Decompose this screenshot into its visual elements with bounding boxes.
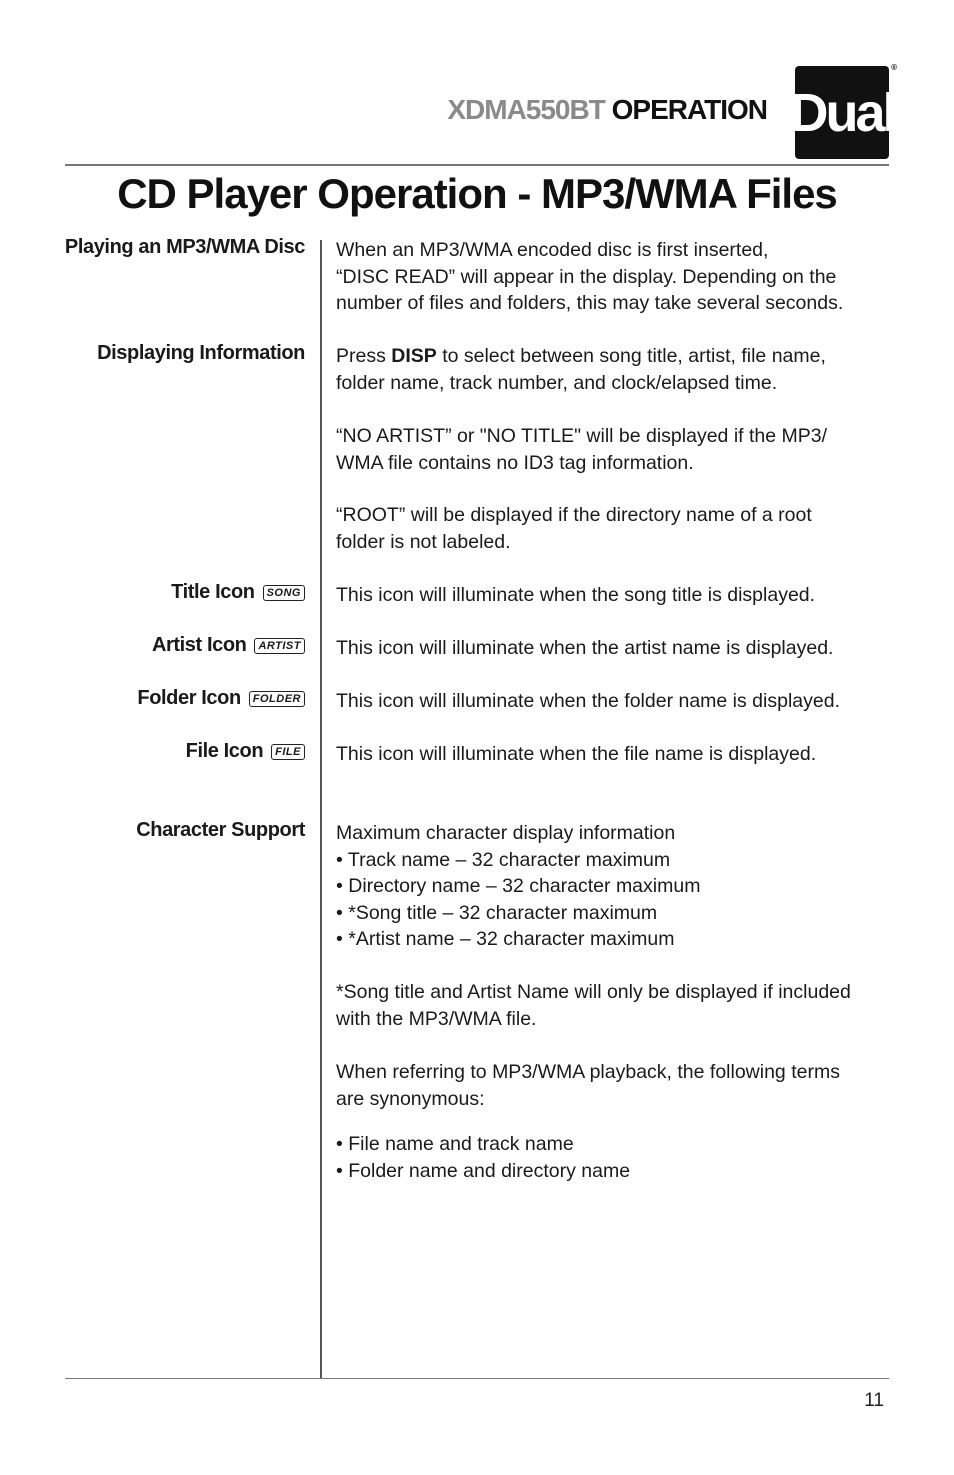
folder-icon-text: This icon will illuminate when the folder name is displayed. [336,690,840,712]
label-file-icon [186,740,305,763]
synonyms-line: When referring to MP3/WMA playback, the following terms [336,1061,840,1083]
top-divider [65,164,889,166]
character-line: • *Artist name – 32 character maximum [336,928,675,950]
character-line: • *Song title – 32 character maximum [336,901,658,924]
displaying-line: folder name, track number, and clock/elapsed time. [336,371,778,394]
character-line: • Track name – 32 character maximum [336,848,671,871]
synonyms-line: are synonymous: [336,1087,485,1110]
root-text [336,502,896,555]
displaying-text [336,343,896,396]
displaying-line [336,343,896,370]
file-icon-text: This icon will illuminate when the file name is displayed. [336,743,817,765]
playing-line: “DISC READ” will appear in the display. Depending on the [336,265,837,288]
label-playing-text: Playing an MP3/WMA Disc [64,236,305,258]
synonym-item: • File name and track name [336,1133,574,1155]
page-header [447,94,767,126]
playing-line: number of files and folders, this may take several seconds. [336,292,844,314]
synonym-item: • Folder name and directory name [336,1159,631,1182]
label-displaying [97,342,305,365]
model-name: XDMA550BT [447,94,605,125]
no-artist-line: WMA file contains no ID3 tag information. [336,451,694,474]
label-artist-icon-text: Artist Icon [151,634,247,656]
logo-text: Dual [789,82,895,143]
label-playing [65,236,305,259]
title-icon-text: This icon will illuminate when the song title is displayed. [336,584,816,606]
label-artist-icon [152,634,305,657]
character-text [336,820,896,953]
song-note-line: *Song title and Artist Name will only be displayed if included [336,981,851,1003]
label-title-icon-text: Title Icon [171,581,255,603]
label-folder-icon [137,687,305,710]
registered-mark: ® [891,63,897,72]
root-line: folder is not labeled. [336,530,511,553]
section-name: OPERATION [611,94,767,125]
label-character-text: Character Support [136,819,305,841]
artist-icon: ARTIST [254,638,305,654]
song-note-text [336,979,896,1032]
artist-icon-text: This icon will illuminate when the artist name is displayed. [336,637,834,659]
root-line: “ROOT” will be displayed if the directory name of a root [336,504,812,526]
disp-rest-text: to select between song title, artist, file name, [436,345,826,367]
press-text: Press [336,345,392,367]
column-divider [320,240,322,1378]
disp-key: DISP [391,345,437,367]
label-file-icon-text: File Icon [185,740,264,762]
label-displaying-text: Displaying Information [97,342,305,364]
playing-line: When an MP3/WMA encoded disc is first inserted, [336,239,769,261]
song-note-line: with the MP3/WMA file. [336,1007,537,1030]
no-artist-text [336,423,896,476]
song-icon: SONG [263,585,305,601]
label-title-icon [171,581,305,604]
character-line: Maximum character display information [336,822,676,844]
playing-text [336,237,896,317]
no-artist-line: “NO ARTIST” or "NO TITLE" will be displayed if the MP3/ [336,425,828,447]
dual-logo [789,63,897,159]
character-line: • Directory name – 32 character maximum [336,875,701,897]
file-icon: FILE [271,744,305,760]
page-title: CD Player Operation - MP3/WMA Files [117,170,837,217]
synonym-list [336,1131,896,1184]
label-character [136,819,305,842]
label-folder-icon-text: Folder Icon [137,687,241,709]
synonyms-text [336,1059,896,1112]
page-number: 11 [864,1390,884,1411]
folder-icon: FOLDER [249,691,305,707]
bottom-divider [65,1378,889,1379]
